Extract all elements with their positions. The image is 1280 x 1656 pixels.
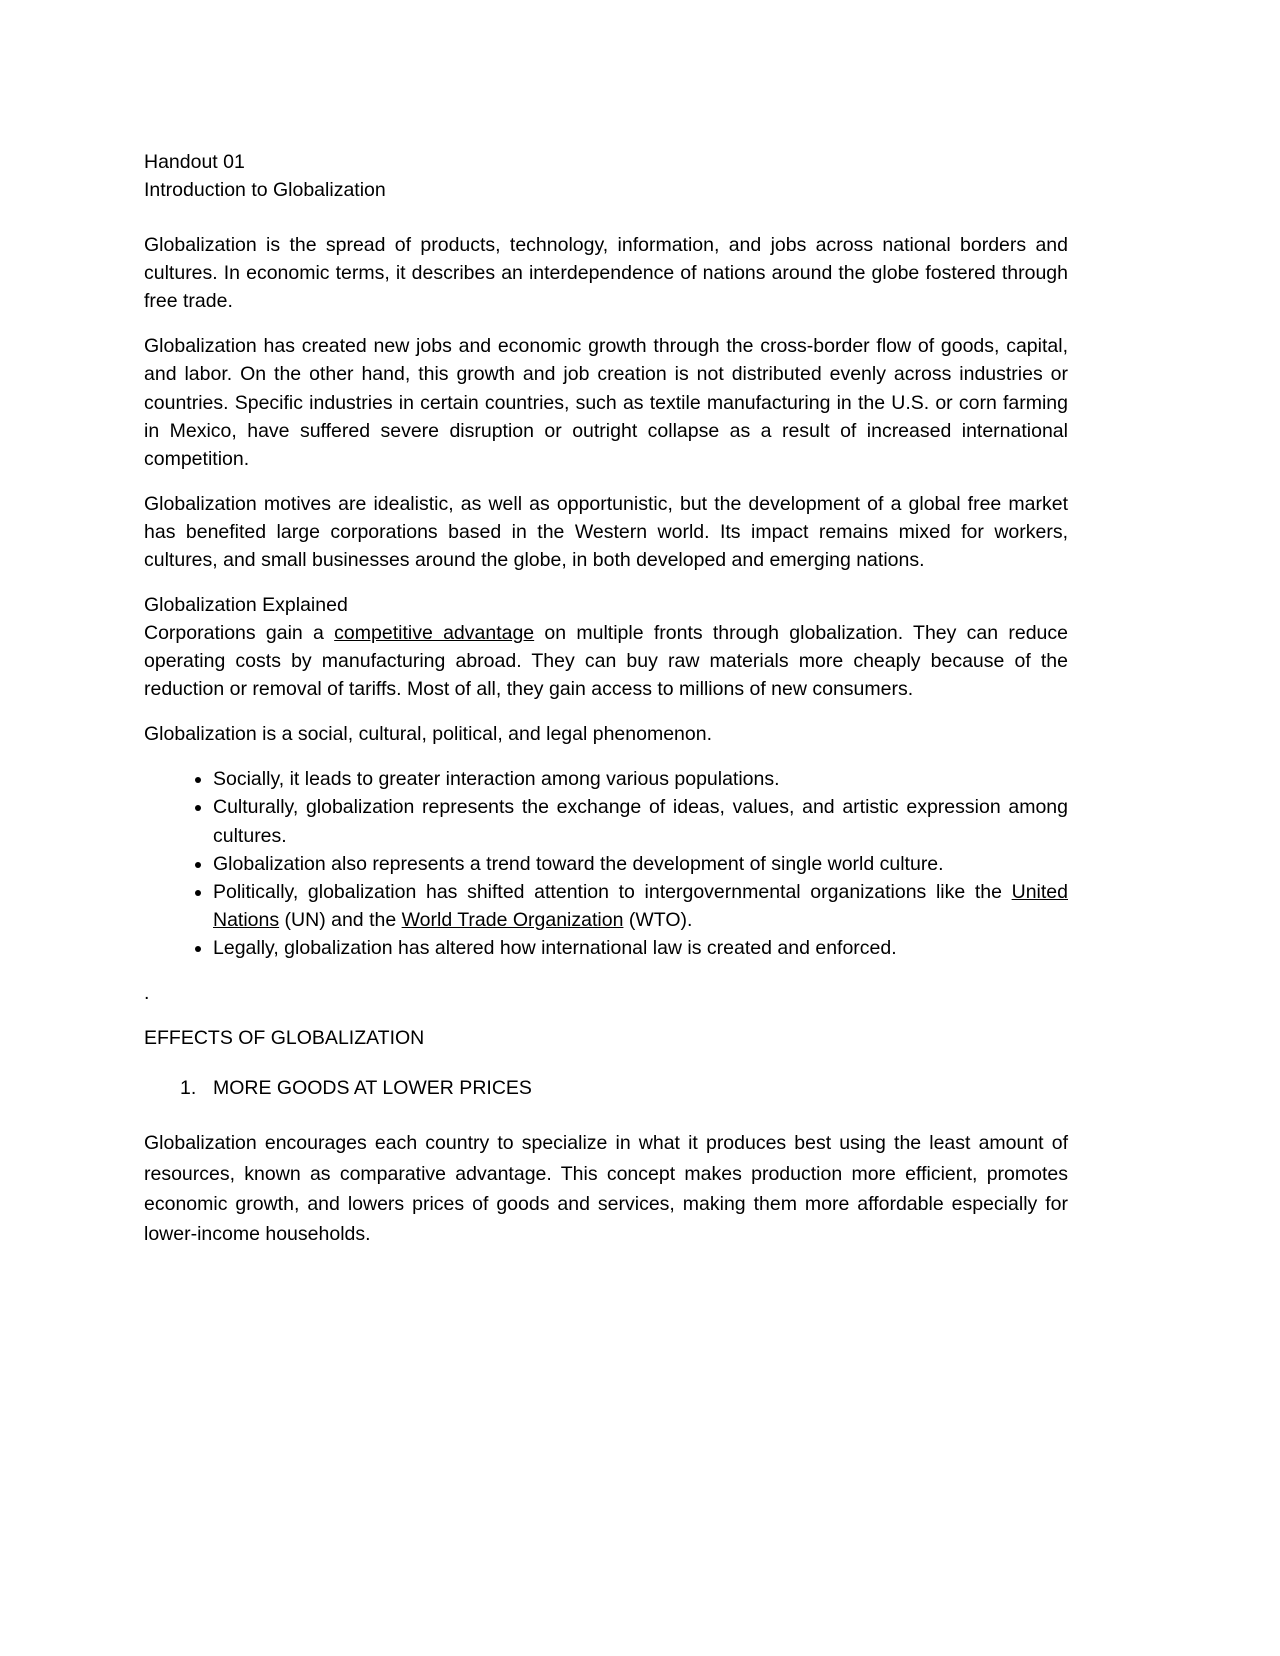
paragraph-effects-body: Globalization encourages each country to specialize in what it produces best using the least amount of resources, known as comparative advantage. This concept makes production more efficient, promotes economic growth, and lowers prices of goods and services, making them more affordable especially for lower-income households.	[144, 1132, 1068, 1246]
bullet-culturally: • Culturally, globalization represents the exchange of ideas, values, and artistic expression among cultures.	[213, 793, 1068, 849]
paragraph-growth: Globalization has created new jobs and economic growth through the cross-border flow of goods, capital, and labor. On the other hand, this growth and job creation is not distributed evenly across industries or countries. Specific industries in certain countries, such as textile manufacturing in the U.S. or corn farming in Mexico, have suffered severe disruption or outright collapse as a result of increased international competition.	[144, 335, 1068, 470]
numbered-item-1	[180, 1074, 1068, 1102]
numbered-item-1-number: 1.	[180, 1077, 197, 1100]
bullet-legally: • Legally, globalization has altered how international law is created and enforced.	[213, 934, 1068, 962]
link-united-nations[interactable]: United Nations	[213, 880, 1068, 931]
politically-text-after: (WTO).	[623, 908, 693, 931]
document-header	[144, 148, 1068, 204]
paragraph-intro: Globalization is the spread of products, technology, information, and jobs across national borders and cultures. In economic terms, it describes an interdependence of nations around the globe fostered through free trade.	[144, 234, 1068, 313]
heading-globalization-explained: Globalization Explained	[144, 594, 348, 617]
bullet-politically	[213, 878, 1068, 934]
bullet-trend: • Globalization also represents a trend toward the development of single world culture.	[213, 850, 1068, 878]
explained-text-before: Corporations gain a	[144, 622, 335, 645]
paragraph-motives: Globalization motives are idealistic, as well as opportunistic, but the development of a global free market has benefited large corporations based in the Western world. Its impact remains mixed for workers, cultures, and small businesses around the globe, in both developed and emerging nations.	[144, 492, 1068, 571]
explained-text-after: on multiple fronts through globalization. They can reduce operating costs by manufacturing abroad. They can buy raw materials more cheaply because of the reduction or removal of tariffs. Most of all, they gain access to millions of new consumers.	[144, 622, 1069, 701]
politically-text-before: Politically, globalization has shifted attention to intergovernmental organizations like the	[213, 880, 1012, 903]
heading-effects: EFFECTS OF GLOBALIZATION	[144, 1027, 425, 1050]
stray-period: .	[144, 981, 150, 1004]
numbered-item-1-title: MORE GOODS AT LOWER PRICES	[213, 1077, 532, 1100]
link-competitive-advantage[interactable]: competitive advantage	[334, 622, 535, 645]
paragraph-phenomenon: Globalization is a social, cultural, political, and legal phenomenon.	[144, 723, 713, 746]
paragraph-explained	[144, 619, 1068, 703]
bullet-list	[144, 765, 1068, 962]
document-title: Introduction to Globalization	[144, 179, 386, 202]
link-world-trade-organization[interactable]: World Trade Organization	[401, 908, 624, 931]
bullet-socially: • Socially, it leads to greater interaction among various populations.	[213, 765, 1068, 793]
handout-number: Handout 01	[144, 151, 245, 173]
politically-text-mid: (UN) and the	[279, 908, 402, 931]
